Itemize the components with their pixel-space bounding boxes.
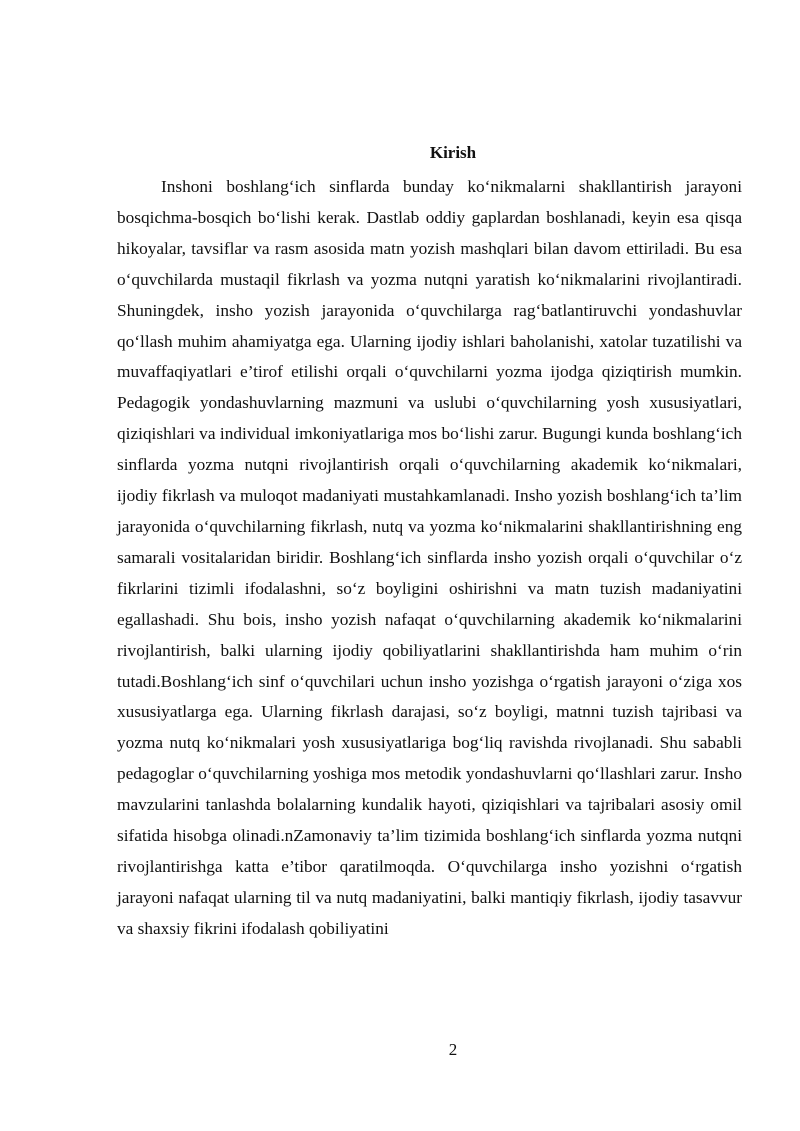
body-paragraph-text: Inshoni boshlang‘ich sinflarda bunday ko‘nikmalarni shakllantirish jarayoni bosqichma-bosqich bo‘lishi kerak. Dastlab oddiy gaplardan boshlanadi, keyin esa qisqa hikoyalar, tavsiflar va rasm asosida matn yozish mashqlari bilan davom ettiriladi. Bu esa o‘quvchilarda mustaqil fikrlash va yozma nutqni yaratish ko‘nikmalarini rivojlantiradi. Shuningdek, insho yozish jarayonida o‘quvchilarga rag‘batlantiruvchi yondashuvlar qo‘llash muhim ahamiyatga ega. Ularning ijodiy ishlari baholanishi, xatolar tuzatilishi va muvaffaqiyatlari e’tirof etilishi orqali o‘quvchilarni yozma ijodga qiziqtirish mumkin. Pedagogik yondashuvlarning mazmuni va uslubi o‘quvchilarning yosh xususiyatlari, qiziqishlari va individual imkoniyatlariga mos bo‘lishi zarur. Bugungi kunda boshlang‘ich sinflarda yozma nutqni rivojlantirish orqali o‘quvchilarning akademik ko‘nikmalari, ijodiy fikrlash va muloqot madaniyati mustahkamlanadi. Insho yozish boshlang‘ich ta’lim jarayonida o‘quvchilarning fikrlash, nutq va yozma ko‘nikmalarini shakllantirishning eng samarali vositalaridan biridir. Boshlang‘ich sinflarda insho yozish orqali o‘quvchilar o‘z fikrlarini tizimli ifodalashni, so‘z boyligini oshirishni va matn tuzish madaniyatini egallashadi. Shu bois, insho yozish nafaqat o‘quvchilarning akademik ko‘nikmalarini rivojlantirish, balki ularning ijodiy qobiliyatlarini shakllantirishda ham muhim o‘rin tutadi.Boshlang‘ich sinf o‘quvchilari uchun insho yozishga o‘rgatish jarayoni o‘ziga xos xususiyatlarga ega. Ularning fikrlash darajasi, so‘z boyligi, matnni tuzish tajribasi va yozma nutq ko‘nikmalari yosh xususiyatlariga bog‘liq ravishda rivojlanadi. Shu sababli pedagoglar o‘quvchilarning yoshiga mos metodik yondashuvlarni qo‘llashlari zarur. Insho mavzularini tanlashda bolalarning kundalik hayoti, qiziqishlari va tajribalari asosiy omil sifatida hisobga olinadi.nZamonaviy ta’lim tizimida boshlang‘ich sinflarda yozma nutqni rivojlantirishga katta e’tibor qaratilmoqda. O‘quvchilarga insho yozishni o‘rgatish jarayoni nafaqat ularning til va nutq madaniyatini, balki mantiqiy fikrlash, ijodiy tasavvur va shaxsiy fikrini ifodalash qobiliyatini	[117, 177, 742, 938]
page-number: 2	[448, 1040, 458, 1059]
section-heading: Kirish	[429, 143, 477, 162]
body-paragraph	[117, 172, 742, 945]
